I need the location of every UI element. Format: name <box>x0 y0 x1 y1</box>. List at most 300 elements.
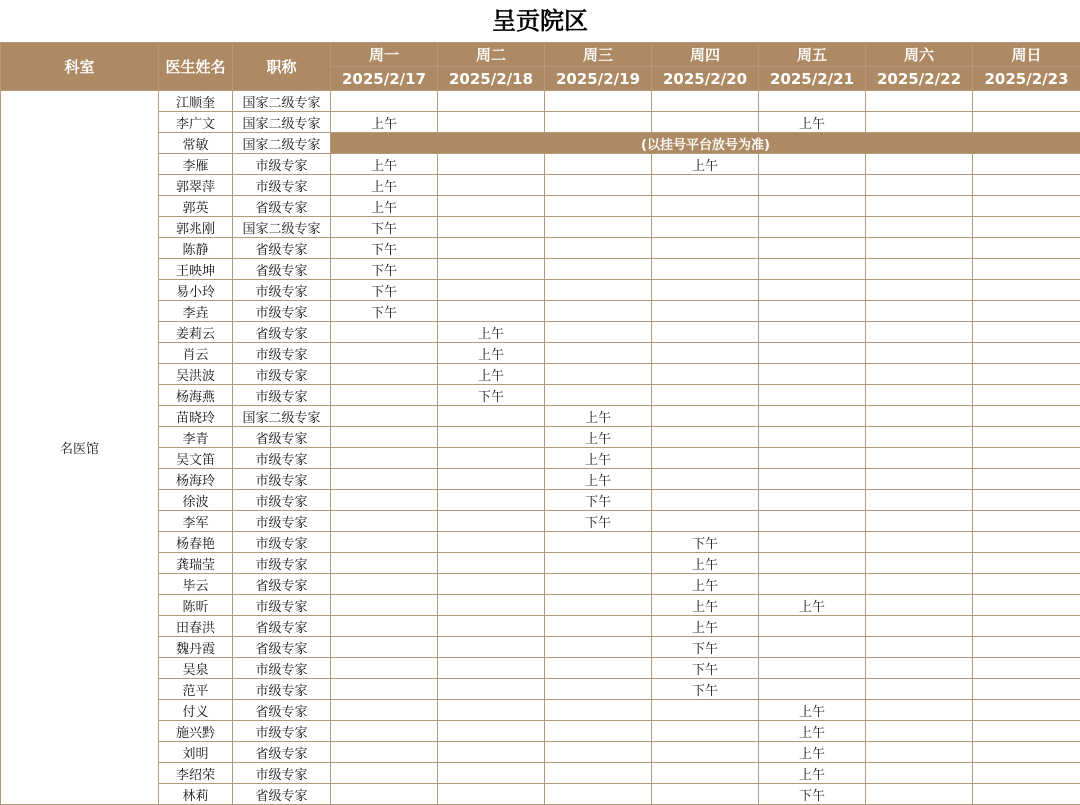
slot-cell <box>973 238 1080 259</box>
rank-cell: 省级专家 <box>233 574 331 595</box>
slot-cell <box>973 259 1080 280</box>
slot-cell <box>759 91 866 112</box>
slot-cell <box>438 784 545 805</box>
slot-cell <box>652 175 759 196</box>
slot-cell: 上午 <box>652 553 759 574</box>
header-weekday: 周六 <box>866 43 973 67</box>
slot-cell: 上午 <box>652 574 759 595</box>
slot-cell: 上午 <box>438 322 545 343</box>
slot-cell <box>866 196 973 217</box>
slot-cell <box>438 280 545 301</box>
slot-cell <box>438 112 545 133</box>
slot-cell: 下午 <box>652 637 759 658</box>
slot-cell <box>331 406 438 427</box>
table-row <box>1 385 1080 406</box>
table-row <box>1 427 1080 448</box>
doctor-name-cell: 杨海玲 <box>159 469 233 490</box>
table-row <box>1 259 1080 280</box>
slot-cell <box>438 637 545 658</box>
slot-cell <box>652 280 759 301</box>
doctor-name-cell: 苗晓玲 <box>159 406 233 427</box>
slot-cell <box>866 364 973 385</box>
slot-cell <box>652 343 759 364</box>
doctor-name-cell: 姜莉云 <box>159 322 233 343</box>
slot-cell <box>545 259 652 280</box>
table-row <box>1 238 1080 259</box>
slot-cell <box>331 511 438 532</box>
rank-cell: 市级专家 <box>233 154 331 175</box>
slot-cell <box>652 91 759 112</box>
slot-cell <box>545 574 652 595</box>
rank-cell: 国家二级专家 <box>233 217 331 238</box>
table-header <box>1 43 1080 91</box>
slot-cell <box>545 616 652 637</box>
rank-cell: 市级专家 <box>233 658 331 679</box>
header-weekday: 周日 <box>973 43 1080 67</box>
slot-cell: 上午 <box>759 112 866 133</box>
slot-cell <box>438 616 545 637</box>
header-dept: 科室 <box>1 43 159 91</box>
slot-cell <box>973 91 1080 112</box>
slot-cell <box>438 154 545 175</box>
slot-cell <box>652 259 759 280</box>
slot-cell: 上午 <box>652 595 759 616</box>
slot-cell <box>759 406 866 427</box>
slot-cell <box>438 469 545 490</box>
slot-cell <box>652 721 759 742</box>
table-body <box>1 91 1080 805</box>
slot-cell <box>759 196 866 217</box>
doctor-name-cell: 常敏 <box>159 133 233 154</box>
rank-cell: 省级专家 <box>233 616 331 637</box>
slot-cell <box>866 637 973 658</box>
slot-cell <box>331 553 438 574</box>
doctor-name-cell: 吴泉 <box>159 658 233 679</box>
rank-cell: 市级专家 <box>233 301 331 322</box>
slot-cell <box>545 91 652 112</box>
slot-cell <box>331 490 438 511</box>
slot-cell: 上午 <box>331 154 438 175</box>
slot-cell <box>973 175 1080 196</box>
slot-cell <box>331 532 438 553</box>
slot-cell <box>331 385 438 406</box>
table-row <box>1 406 1080 427</box>
slot-cell <box>545 343 652 364</box>
slot-cell <box>973 700 1080 721</box>
header-weekday: 周四 <box>652 43 759 67</box>
rank-cell: 国家二级专家 <box>233 91 331 112</box>
slot-cell <box>545 301 652 322</box>
slot-cell: 上午 <box>331 175 438 196</box>
rank-cell: 市级专家 <box>233 490 331 511</box>
slot-cell <box>438 259 545 280</box>
slot-cell <box>759 322 866 343</box>
rank-cell: 省级专家 <box>233 427 331 448</box>
slot-cell <box>759 427 866 448</box>
slot-cell <box>438 763 545 784</box>
slot-cell <box>866 280 973 301</box>
table-row <box>1 196 1080 217</box>
slot-cell <box>438 511 545 532</box>
rank-cell: 省级专家 <box>233 238 331 259</box>
header-date: 2025/2/22 <box>866 67 973 91</box>
slot-cell <box>331 784 438 805</box>
rank-cell: 省级专家 <box>233 196 331 217</box>
header-date: 2025/2/18 <box>438 67 545 91</box>
rank-cell: 市级专家 <box>233 553 331 574</box>
slot-cell <box>866 532 973 553</box>
slot-cell <box>545 721 652 742</box>
slot-cell <box>545 280 652 301</box>
slot-cell <box>759 259 866 280</box>
doctor-name-cell: 肖云 <box>159 343 233 364</box>
doctor-name-cell: 付义 <box>159 700 233 721</box>
slot-cell <box>545 175 652 196</box>
doctor-name-cell: 易小玲 <box>159 280 233 301</box>
slot-cell <box>438 175 545 196</box>
slot-cell: 上午 <box>759 763 866 784</box>
slot-cell <box>438 658 545 679</box>
slot-cell <box>759 448 866 469</box>
rank-cell: 市级专家 <box>233 511 331 532</box>
doctor-name-cell: 吴洪波 <box>159 364 233 385</box>
table-row <box>1 301 1080 322</box>
slot-cell: 上午 <box>759 595 866 616</box>
slot-cell <box>866 490 973 511</box>
doctor-name-cell: 李垚 <box>159 301 233 322</box>
slot-cell: 上午 <box>438 343 545 364</box>
slot-cell: 下午 <box>331 280 438 301</box>
table-row <box>1 784 1080 805</box>
doctor-name-cell: 魏丹霞 <box>159 637 233 658</box>
slot-cell <box>545 532 652 553</box>
table-row <box>1 112 1080 133</box>
slot-cell <box>973 742 1080 763</box>
slot-cell <box>866 658 973 679</box>
rank-cell: 省级专家 <box>233 784 331 805</box>
slot-cell: 上午 <box>331 196 438 217</box>
header-date: 2025/2/23 <box>973 67 1080 91</box>
slot-cell: 下午 <box>331 301 438 322</box>
header-doctor: 医生姓名 <box>159 43 233 91</box>
slot-cell <box>545 742 652 763</box>
department-cell: 名医馆 <box>1 91 159 805</box>
table-row <box>1 700 1080 721</box>
slot-cell: 下午 <box>331 238 438 259</box>
slot-cell <box>331 574 438 595</box>
slot-cell <box>866 574 973 595</box>
slot-cell <box>438 700 545 721</box>
slot-cell <box>438 553 545 574</box>
slot-cell <box>438 217 545 238</box>
slot-cell <box>652 112 759 133</box>
slot-cell <box>866 742 973 763</box>
slot-cell <box>438 406 545 427</box>
slot-cell <box>866 259 973 280</box>
slot-cell <box>652 364 759 385</box>
table-row <box>1 175 1080 196</box>
slot-cell <box>545 385 652 406</box>
rank-cell: 省级专家 <box>233 637 331 658</box>
slot-cell <box>331 763 438 784</box>
slot-cell <box>545 322 652 343</box>
rank-cell: 市级专家 <box>233 532 331 553</box>
slot-cell <box>973 490 1080 511</box>
slot-cell <box>973 784 1080 805</box>
slot-cell <box>331 448 438 469</box>
slot-cell <box>438 238 545 259</box>
slot-cell <box>866 238 973 259</box>
table-row <box>1 553 1080 574</box>
table-row <box>1 679 1080 700</box>
slot-cell <box>331 637 438 658</box>
slot-cell <box>438 742 545 763</box>
table-row <box>1 280 1080 301</box>
slot-cell <box>438 490 545 511</box>
slot-cell <box>973 637 1080 658</box>
slot-cell <box>973 217 1080 238</box>
table-row <box>1 637 1080 658</box>
doctor-name-cell: 徐波 <box>159 490 233 511</box>
slot-cell: 上午 <box>545 469 652 490</box>
slot-cell <box>438 679 545 700</box>
slot-cell <box>545 637 652 658</box>
slot-cell: 下午 <box>759 784 866 805</box>
slot-cell <box>973 280 1080 301</box>
slot-cell <box>866 700 973 721</box>
rank-cell: 市级专家 <box>233 763 331 784</box>
slot-cell <box>545 217 652 238</box>
doctor-name-cell: 陈昕 <box>159 595 233 616</box>
slot-cell <box>759 364 866 385</box>
slot-cell: 下午 <box>652 658 759 679</box>
slot-cell: 下午 <box>652 532 759 553</box>
doctor-name-cell: 吴文笛 <box>159 448 233 469</box>
schedule-table <box>0 42 1080 805</box>
doctor-name-cell: 杨海燕 <box>159 385 233 406</box>
slot-cell <box>866 385 973 406</box>
header-date: 2025/2/17 <box>331 67 438 91</box>
slot-cell: 下午 <box>545 490 652 511</box>
doctor-name-cell: 郭兆刚 <box>159 217 233 238</box>
header-weekday: 周三 <box>545 43 652 67</box>
table-row <box>1 595 1080 616</box>
rank-cell: 国家二级专家 <box>233 112 331 133</box>
slot-cell <box>652 301 759 322</box>
slot-cell <box>545 595 652 616</box>
slot-cell <box>652 469 759 490</box>
slot-cell <box>331 616 438 637</box>
table-row <box>1 343 1080 364</box>
slot-cell <box>652 196 759 217</box>
slot-cell <box>866 112 973 133</box>
slot-cell <box>331 742 438 763</box>
slot-cell <box>759 217 866 238</box>
slot-cell <box>652 448 759 469</box>
slot-cell <box>759 637 866 658</box>
rank-cell: 市级专家 <box>233 469 331 490</box>
slot-cell <box>652 406 759 427</box>
table-row <box>1 448 1080 469</box>
doctor-name-cell: 林莉 <box>159 784 233 805</box>
doctor-name-cell: 田春洪 <box>159 616 233 637</box>
doctor-name-cell: 毕云 <box>159 574 233 595</box>
table-row <box>1 763 1080 784</box>
slot-cell <box>331 322 438 343</box>
slot-cell <box>973 406 1080 427</box>
slot-cell <box>331 427 438 448</box>
rank-cell: 市级专家 <box>233 175 331 196</box>
table-row <box>1 574 1080 595</box>
rank-cell: 国家二级专家 <box>233 133 331 154</box>
slot-cell: 上午 <box>331 112 438 133</box>
slot-cell <box>866 322 973 343</box>
slot-cell <box>866 154 973 175</box>
slot-cell <box>759 574 866 595</box>
table-row <box>1 133 1080 154</box>
slot-cell <box>759 616 866 637</box>
doctor-name-cell: 刘明 <box>159 742 233 763</box>
slot-cell <box>866 448 973 469</box>
slot-cell <box>652 238 759 259</box>
slot-cell <box>438 532 545 553</box>
slot-cell <box>652 217 759 238</box>
slot-cell <box>545 679 652 700</box>
slot-cell: 下午 <box>331 217 438 238</box>
slot-cell <box>866 217 973 238</box>
slot-cell <box>652 322 759 343</box>
slot-cell <box>973 154 1080 175</box>
slot-cell <box>652 742 759 763</box>
slot-cell <box>973 763 1080 784</box>
doctor-name-cell: 郭翠萍 <box>159 175 233 196</box>
slot-cell <box>759 343 866 364</box>
table-row <box>1 490 1080 511</box>
slot-cell <box>438 427 545 448</box>
slot-cell <box>652 700 759 721</box>
rank-cell: 省级专家 <box>233 742 331 763</box>
slot-cell <box>545 763 652 784</box>
doctor-name-cell: 王映坤 <box>159 259 233 280</box>
slot-cell <box>866 406 973 427</box>
slot-cell <box>973 595 1080 616</box>
table-row <box>1 511 1080 532</box>
doctor-name-cell: 陈静 <box>159 238 233 259</box>
slot-cell <box>866 469 973 490</box>
doctor-name-cell: 郭英 <box>159 196 233 217</box>
slot-cell <box>438 301 545 322</box>
slot-cell <box>973 721 1080 742</box>
slot-cell <box>973 301 1080 322</box>
slot-cell <box>438 196 545 217</box>
rank-cell: 省级专家 <box>233 259 331 280</box>
slot-cell <box>652 385 759 406</box>
rank-cell: 市级专家 <box>233 448 331 469</box>
page-title: 呈贡院区 <box>0 0 1080 42</box>
doctor-name-cell: 龚瑞莹 <box>159 553 233 574</box>
rank-cell: 省级专家 <box>233 322 331 343</box>
slot-cell <box>973 343 1080 364</box>
table-row <box>1 721 1080 742</box>
slot-cell <box>759 511 866 532</box>
header-weekday: 周二 <box>438 43 545 67</box>
slot-cell <box>973 574 1080 595</box>
slot-cell <box>438 721 545 742</box>
slot-cell <box>973 469 1080 490</box>
slot-cell <box>331 469 438 490</box>
rank-cell: 省级专家 <box>233 700 331 721</box>
slot-cell <box>866 301 973 322</box>
slot-cell <box>866 595 973 616</box>
slot-cell <box>331 91 438 112</box>
slot-cell: 下午 <box>331 259 438 280</box>
doctor-name-cell: 施兴黔 <box>159 721 233 742</box>
rank-cell: 市级专家 <box>233 679 331 700</box>
slot-cell <box>759 385 866 406</box>
slot-cell <box>331 343 438 364</box>
slot-cell <box>545 553 652 574</box>
slot-cell <box>545 196 652 217</box>
slot-cell <box>866 175 973 196</box>
table-row <box>1 742 1080 763</box>
slot-cell: 上午 <box>652 154 759 175</box>
slot-cell <box>973 616 1080 637</box>
slot-cell <box>652 427 759 448</box>
slot-cell <box>545 658 652 679</box>
slot-cell: 下午 <box>545 511 652 532</box>
header-date: 2025/2/19 <box>545 67 652 91</box>
slot-cell <box>438 91 545 112</box>
doctor-name-cell: 李绍荣 <box>159 763 233 784</box>
doctor-name-cell: 范平 <box>159 679 233 700</box>
table-row <box>1 217 1080 238</box>
slot-cell <box>759 175 866 196</box>
slot-cell <box>973 385 1080 406</box>
table-row <box>1 658 1080 679</box>
slot-cell <box>973 112 1080 133</box>
slot-cell <box>866 343 973 364</box>
doctor-name-cell: 杨春艳 <box>159 532 233 553</box>
slot-cell <box>973 553 1080 574</box>
table-row <box>1 364 1080 385</box>
rank-cell: 市级专家 <box>233 721 331 742</box>
slot-cell <box>759 532 866 553</box>
slot-cell: 上午 <box>652 616 759 637</box>
slot-cell <box>973 322 1080 343</box>
slot-cell <box>759 238 866 259</box>
table-row <box>1 532 1080 553</box>
rank-cell: 市级专家 <box>233 280 331 301</box>
slot-cell <box>866 427 973 448</box>
doctor-name-cell: 李青 <box>159 427 233 448</box>
slot-cell <box>759 301 866 322</box>
slot-cell: 下午 <box>438 385 545 406</box>
slot-cell <box>331 679 438 700</box>
table-row <box>1 616 1080 637</box>
rank-cell: 国家二级专家 <box>233 406 331 427</box>
slot-cell <box>973 511 1080 532</box>
slot-cell <box>438 595 545 616</box>
slot-cell <box>759 280 866 301</box>
slot-cell <box>866 679 973 700</box>
rank-cell: 市级专家 <box>233 385 331 406</box>
slot-cell <box>438 448 545 469</box>
slot-cell <box>545 112 652 133</box>
slot-cell: 上午 <box>545 448 652 469</box>
doctor-name-cell: 江顺奎 <box>159 91 233 112</box>
rank-cell: 市级专家 <box>233 343 331 364</box>
slot-cell <box>545 364 652 385</box>
